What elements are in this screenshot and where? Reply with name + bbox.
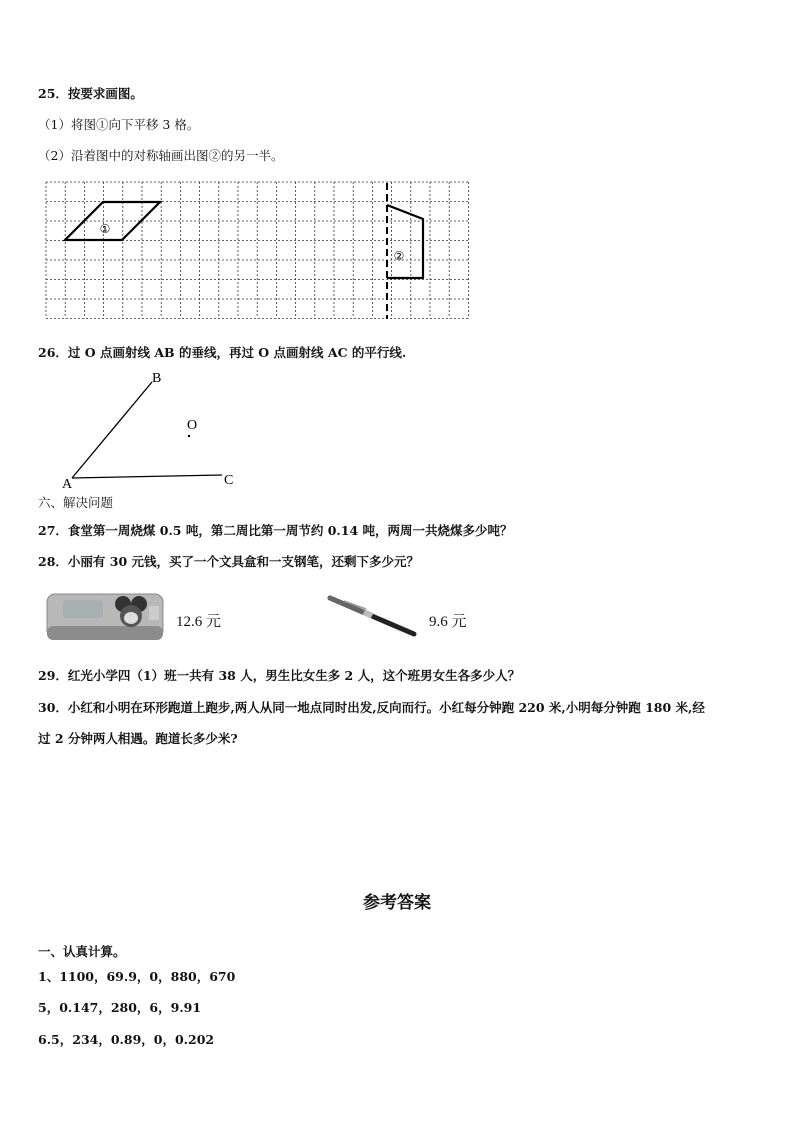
rays-figure (58, 368, 248, 490)
shape-1-label: ① (99, 222, 111, 236)
shape-2-half (387, 205, 423, 278)
answers-row3: 6.5，234，0.89，0，0.202 (38, 1032, 215, 1047)
point-o (188, 435, 190, 437)
label-c: C (224, 473, 234, 488)
q30-line1: 30．小红和小明在环形跑道上跑步,两人从同一地点同时出发,反向而行。小红每分钟跑 220 米,小明每分钟跑 180 米,经 (38, 700, 705, 715)
answers-row1: 1、1100，69.9，0，880，670 (38, 969, 236, 984)
q28-text: 28．小丽有 30 元钱，买了一个文具盒和一支钢笔，还剩下多少元？ (38, 554, 419, 569)
ray-ab (72, 382, 152, 478)
pencil-box-image (45, 588, 167, 646)
pen-price: 9.6 元 (429, 614, 467, 630)
section-6-heading: 六、解决问题 (38, 495, 114, 510)
shape-2-label: ② (393, 249, 405, 263)
answers-row2: 5，0.147，280，6，9.91 (38, 1000, 202, 1015)
q30-line2: 过 2 分钟两人相遇。跑道长多少米? (38, 731, 238, 746)
label-o: O (187, 418, 198, 433)
pencil-box-price: 12.6 元 (176, 614, 222, 630)
pen-image (326, 592, 418, 640)
answers-title: 参考答案 (363, 893, 431, 913)
label-a: A (62, 477, 73, 490)
q25-title: 25．按要求画图。 (38, 86, 143, 101)
q25-part2: （2）沿着图中的对称轴画出图②的另一半。 (38, 148, 284, 163)
q27-text: 27．食堂第一周烧煤 0.5 吨，第二周比第一周节约 0.14 吨，两周一共烧煤多少吨？ (38, 523, 513, 538)
q25-part1: （1）将图①向下平移 3 格。 (38, 117, 200, 132)
label-b: B (152, 371, 162, 386)
grid-figure (45, 181, 469, 321)
ray-ac (72, 475, 222, 478)
q26-text: 26．过 O 点画射线 AB 的垂线，再过 O 点画射线 AC 的平行线. (38, 345, 407, 360)
answers-section1: 一、认真计算。 (38, 944, 126, 959)
q29-text: 29．红光小学四（1）班一共有 38 人，男生比女生多 2 人，这个班男女生各多少人？ (38, 668, 521, 683)
